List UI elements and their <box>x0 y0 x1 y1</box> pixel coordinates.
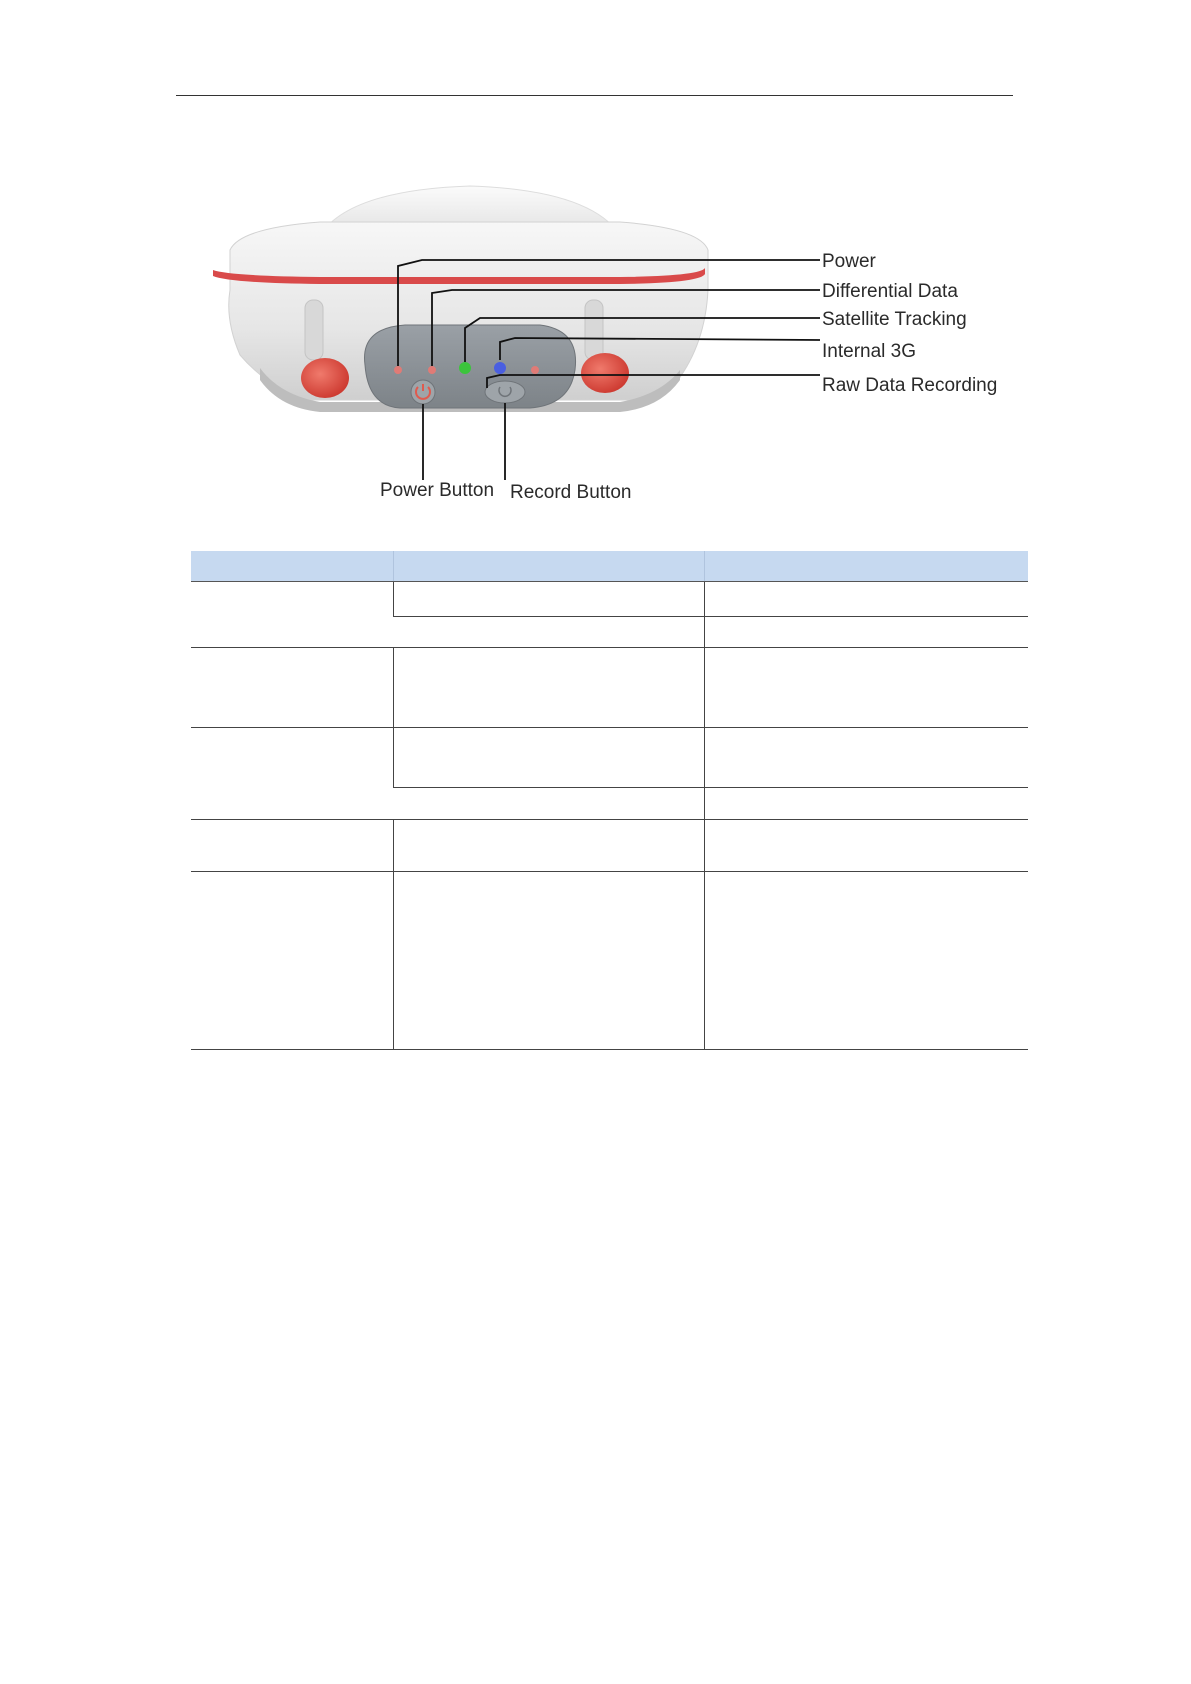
led-internal-3g <box>494 362 506 374</box>
receiver-figure <box>200 180 1020 510</box>
table-cell <box>704 788 1028 820</box>
led-satellite <box>459 362 471 374</box>
table-cell <box>393 617 704 648</box>
label-differential-data: Differential Data <box>822 281 958 302</box>
label-raw-data-recording: Raw Data Recording <box>822 375 998 396</box>
label-power-button: Power Button <box>380 480 495 501</box>
knob-left <box>301 358 349 398</box>
record-icon <box>485 381 525 403</box>
table-cell <box>191 820 393 872</box>
label-power: Power <box>822 251 876 272</box>
table-cell <box>704 728 1028 788</box>
table-row <box>191 728 1028 788</box>
table-cell <box>191 582 393 648</box>
table-cell <box>191 728 393 820</box>
knob-right <box>581 353 629 393</box>
side-rib-left <box>305 300 323 360</box>
led-raw <box>531 366 539 374</box>
table-cell <box>393 582 704 617</box>
table-row <box>191 648 1028 728</box>
label-internal-3g: Internal 3G <box>822 341 916 362</box>
table-header-cell <box>191 551 393 582</box>
table-cell <box>704 582 1028 617</box>
table-header-cell <box>704 551 1028 582</box>
table-cell <box>393 788 704 820</box>
table-cell <box>393 728 704 788</box>
header-rule <box>176 95 1013 96</box>
table-cell <box>191 872 393 1050</box>
table-row <box>191 872 1028 1050</box>
table-cell <box>393 820 704 872</box>
led-differential <box>428 366 436 374</box>
label-satellite-tracking: Satellite Tracking <box>822 309 967 330</box>
table-cell <box>393 872 704 1050</box>
led-power <box>394 366 402 374</box>
label-record-button: Record Button <box>510 482 632 503</box>
table-cell <box>704 872 1028 1050</box>
side-rib-right <box>585 300 603 360</box>
power-icon <box>411 380 435 404</box>
table-cell <box>704 617 1028 648</box>
table-row <box>191 582 1028 617</box>
table-cell <box>704 820 1028 872</box>
table-cell <box>393 648 704 728</box>
led-status-table <box>191 551 1028 1050</box>
table-cell <box>191 648 393 728</box>
table-header-cell <box>393 551 704 582</box>
table-cell <box>704 648 1028 728</box>
table-header-row <box>191 551 1028 582</box>
table-row <box>191 820 1028 872</box>
